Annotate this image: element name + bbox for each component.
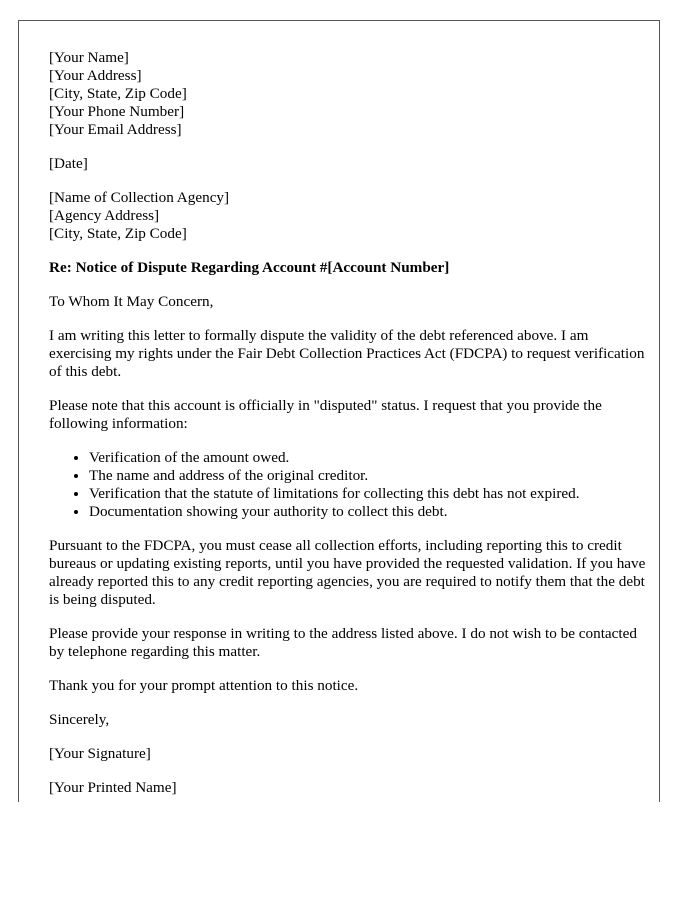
sender-phone: [Your Phone Number] [49, 103, 185, 120]
paragraph-cease: Pursuant to the FDCPA, you must cease all collection efforts, including reporting this to credit bureaus or updating existing reports, until you have provided the requested validation. If you have already reported this to any credit reporting agencies, you are required to notify them that the debt is being disputed. [49, 537, 646, 608]
closing: Sincerely, [49, 711, 110, 728]
sender-email: [Your Email Address] [49, 121, 182, 138]
paragraph-thanks: Thank you for your prompt attention to this notice. [49, 677, 359, 694]
letter-page [18, 20, 660, 802]
letter-date: [Date] [49, 155, 88, 172]
requested-items-list [49, 449, 649, 521]
sender-block [49, 49, 649, 139]
list-item: • Verification that the statute of limitations for collecting this debt has not expired. [89, 485, 649, 503]
sender-address: [Your Address] [49, 67, 142, 84]
recipient-name: [Name of Collection Agency] [49, 189, 230, 206]
signature: [Your Signature] [49, 745, 151, 762]
recipient-address: [Agency Address] [49, 207, 160, 224]
paragraph-status: Please note that this account is officially in "disputed" status. I request that you provide the following information: [49, 397, 602, 432]
list-item: • Documentation showing your authority to collect this debt. [89, 503, 649, 521]
recipient-city-state-zip: [City, State, Zip Code] [49, 225, 187, 242]
subject-line: Re: Notice of Dispute Regarding Account #[Account Number] [49, 259, 450, 276]
sender-city-state-zip: [City, State, Zip Code] [49, 85, 187, 102]
sender-name: [Your Name] [49, 49, 129, 66]
list-item: • Verification of the amount owed. [89, 449, 649, 467]
list-item: • The name and address of the original creditor. [89, 467, 649, 485]
recipient-block [49, 189, 649, 243]
paragraph-intro: I am writing this letter to formally dispute the validity of the debt referenced above. I am exercising my rights under the Fair Debt Collection Practices Act (FDCPA) to request verification of this debt. [49, 327, 645, 380]
salutation: To Whom It May Concern, [49, 293, 214, 310]
printed-name: [Your Printed Name] [49, 779, 177, 796]
paragraph-response: Please provide your response in writing to the address listed above. I do not wish to be contacted by telephone regarding this matter. [49, 625, 637, 660]
letter-content [49, 49, 649, 802]
